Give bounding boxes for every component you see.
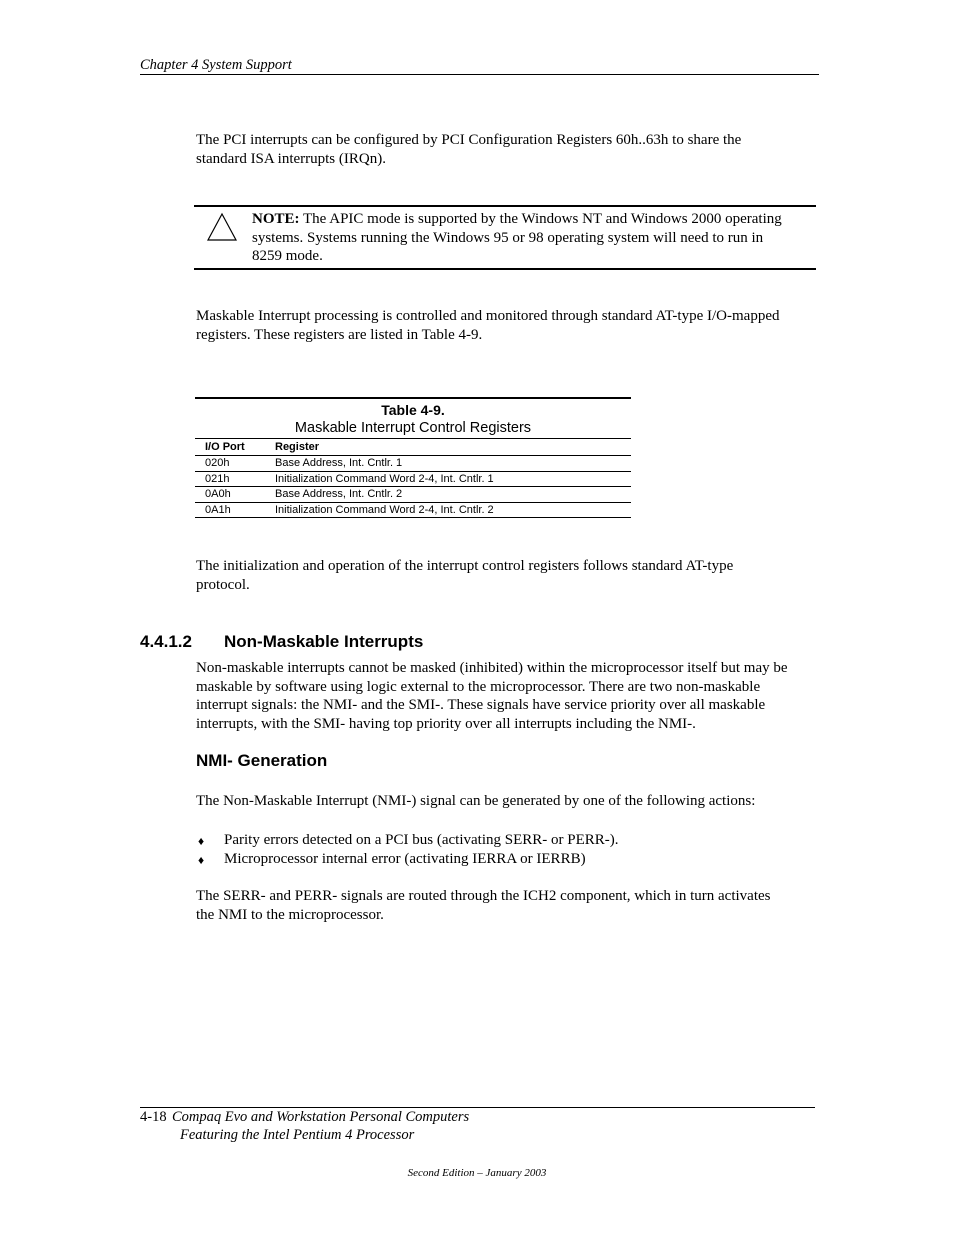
text-line: The initialization and operation of the interrupt control registers follows standard AT-type [196,558,734,574]
subsection-title: NMI- Generation [196,751,328,770]
table-cell: Initialization Command Word 2-4, Int. Cntlr. 1 [275,471,631,487]
paragraph-pci-interrupts [196,131,816,168]
text-line: protocol. [196,576,250,593]
header-rule [140,74,819,75]
table-cell: Initialization Command Word 2-4, Int. Cntlr. 2 [275,502,631,518]
table-cell: 021h [195,471,275,487]
column-header: Register [275,439,631,456]
page-number: 4-18 [140,1109,167,1125]
text-line: maskable by software using logic external to the microprocessor. There are two non-maskable [196,678,761,695]
table-cell: Base Address, Int. Cntlr. 2 [275,487,631,503]
text-line: interrupt signals: the NMI- and the SMI-. These signals have service priority over all maskable [196,697,766,713]
column-header: I/O Port [195,439,275,456]
text-line: The SERR- and PERR- signals are routed through the ICH2 component, which in turn activates [196,888,771,904]
section-number: 4.4.1.2 [140,632,192,651]
text-line: systems. Systems running the Windows 95 or 98 operating system will need to run in [252,229,764,246]
table-row [195,456,631,472]
bullet-icon: ♦ [198,853,205,867]
text-line: registers. These registers are listed in Table 4-9. [196,326,483,343]
table-top-rule [195,397,631,399]
paragraph-nmi-generation [196,792,816,811]
text-line: standard ISA interrupts (IRQn). [196,150,386,167]
text-line: 8259 mode. [252,248,323,264]
footer-edition: Second Edition – January 2003 [407,1167,547,1179]
table-cell: 020h [195,456,275,472]
table-row [195,487,631,503]
paragraph-non-maskable [196,659,816,733]
text-line: The Non-Maskable Interrupt (NMI-) signal can be generated by one of the following actions: [196,793,756,809]
table-cell: 0A1h [195,502,275,518]
footer-book-subtitle: Featuring the Intel Pentium 4 Processor [180,1127,415,1143]
table-body [195,439,631,518]
note-text [252,210,816,266]
running-header: Chapter 4 System Support [140,57,292,73]
note-label: NOTE: [252,211,300,227]
table-cell: Base Address, Int. Cntlr. 1 [275,456,631,472]
footer-book-title: Compaq Evo and Workstation Personal Computers [172,1109,470,1125]
text-line: Non-maskable interrupts cannot be masked (inhibited) within the microprocessor itself but may be [196,660,788,676]
text-line: the NMI to the microprocessor. [196,906,384,923]
paragraph-maskable [196,307,816,344]
bullet-item: Parity errors detected on a PCI bus (activating SERR- or PERR-). [224,832,619,848]
table-subtitle: Maskable Interrupt Control Registers [195,419,631,439]
bullet-item: Microprocessor internal error (activating IERRA or IERRB) [224,851,586,867]
bullet-icon: ♦ [198,834,205,848]
table-header-row [195,439,631,456]
text-line: Maskable Interrupt processing is controlled and monitored through standard AT-type I/O-mapped [196,308,780,324]
register-table [195,397,631,518]
paragraph-serr-perr [196,887,816,924]
table-cell: 0A0h [195,487,275,503]
text-line: The PCI interrupts can be configured by PCI Configuration Registers 60h..63h to share the [196,132,742,148]
table-row [195,502,631,518]
section-title: Non-Maskable Interrupts [224,632,424,651]
table-title: Table 4-9. [381,402,445,418]
paragraph-initialization [196,557,816,594]
table-row [195,471,631,487]
text-line: interrupts, with the SMI- having top priority over all interrupts including the NMI-. [196,715,696,732]
text-line: The APIC mode is supported by the Windows NT and Windows 2000 operating [299,211,782,227]
warning-triangle-icon [206,212,238,242]
